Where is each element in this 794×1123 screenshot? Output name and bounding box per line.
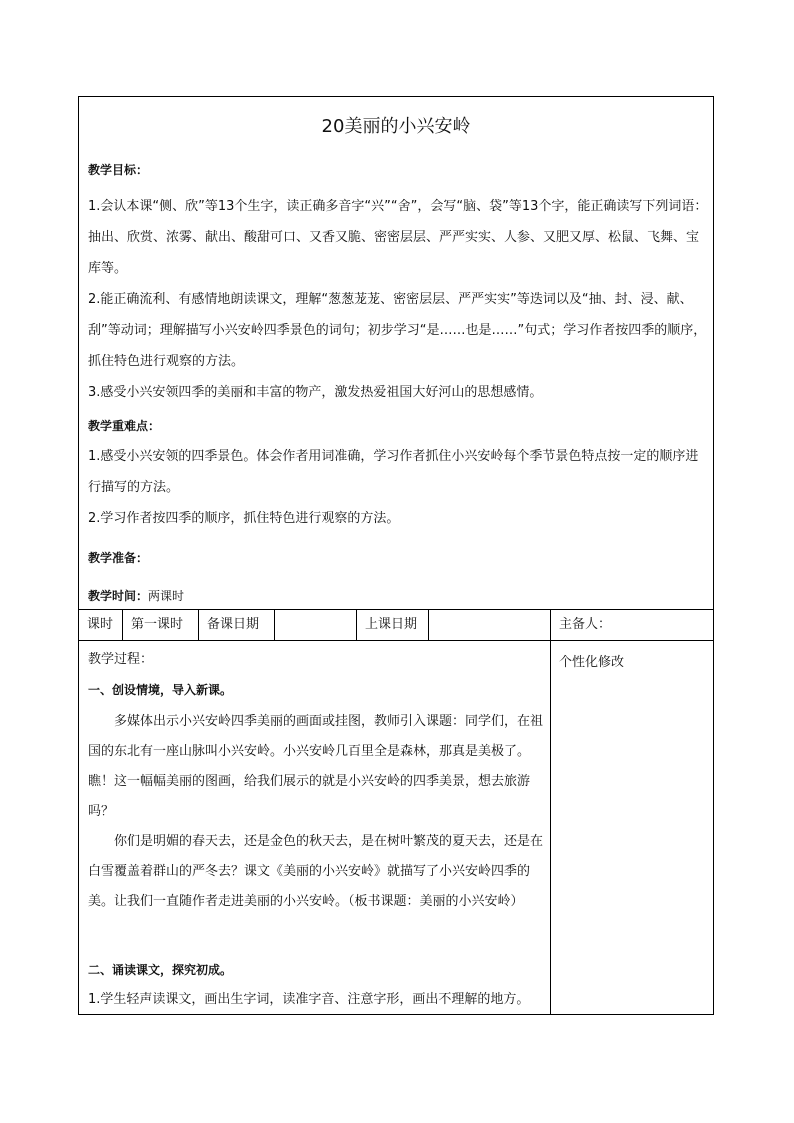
process-paragraph-1: 多媒体出示小兴安岭四季美丽的画面或挂图，教师引入课题：同学们，在祖国的东北有一座山脉叫小兴安岭。小兴安岭几百里全是森林，那真是美极了。瞧！这一幅幅美丽的图画，给我们展示的就是小兴安岭的四季美景，想去旅游吗？ bbox=[88, 714, 544, 819]
process-paragraph-3: 1.学生轻声读课文，画出生字词，读准字音、注意字形，画出不理解的地方。 bbox=[88, 992, 530, 1007]
lesson-label: 课时 bbox=[79, 610, 123, 640]
section-2-heading: 二、诵读课文，探究初成。 bbox=[88, 963, 233, 977]
goal-item-2: 2.能正确流利、有感情地朗读课文，理解“葱葱茏茏、密密层层、严严实实”等迭词以及“抽、封、浸、献、刮”等动词；理解描写小兴安岭四季景色的词句；初步学习“是……也是……”句式；学习作者按四季的顺序，抓住特色进行观察的方法。 bbox=[88, 292, 707, 369]
goal-item-3: 3.感受小兴安领四季的美丽和丰富的物产，激发热爱祖国大好河山的思想感情。 bbox=[88, 385, 543, 400]
keypoint-item-1: 1.感受小兴安领的四季景色。体会作者用词准确，学习作者抓住小兴安岭每个季节景色特点按一定的顺序进行描写的方法。 bbox=[88, 449, 699, 495]
keypoint-item-2: 2.学习作者按四季的顺序，抓住特色进行观察的方法。 bbox=[88, 511, 400, 526]
class-date-label: 上课日期 bbox=[357, 610, 429, 640]
lesson-info-row bbox=[78, 609, 714, 640]
lesson-value: 第一课时 bbox=[123, 610, 199, 640]
process-heading: 教学过程： bbox=[88, 652, 154, 667]
goals-heading: 教学目标： bbox=[88, 163, 149, 177]
prep-date-label: 备课日期 bbox=[199, 610, 275, 640]
prep-heading: 教学准备： bbox=[88, 551, 149, 565]
lesson-plan-header-section bbox=[78, 96, 714, 609]
lesson-plan-page bbox=[78, 96, 714, 1015]
goal-item-1: 1.会认本课“侧、欣”等13个生字，读正确多音字“兴”“舍”，会写“脑、袋”等13个字，能正确读写下列词语：抽出、欣赏、浓雾、献出、酸甜可口、又香又脆、密密层层、严严实实、人参、又肥又厚、松鼠、飞舞、宝库等。 bbox=[88, 199, 708, 276]
personal-revision-label: 个性化修改 bbox=[559, 655, 625, 670]
process-column bbox=[79, 641, 551, 1014]
time-line bbox=[88, 587, 184, 604]
process-paragraph-2: 你们是明媚的春天去，还是金色的秋天去，是在树叶繁茂的夏天去，还是在白雪覆盖着群山的严冬去？课文《美丽的小兴安岭》就描写了小兴安岭四季的美。让我们一直随作者走进美丽的小兴安岭。（板书课题：美丽的小兴安岭） bbox=[88, 834, 544, 909]
time-heading: 教学时间： bbox=[88, 589, 149, 603]
class-date-value bbox=[429, 610, 551, 640]
preparer-label: 主备人： bbox=[559, 617, 612, 632]
keypoints-heading: 教学重难点： bbox=[88, 419, 161, 433]
prep-date-value bbox=[275, 610, 357, 640]
section-1-heading: 一、创设情境，导入新课。 bbox=[88, 683, 233, 697]
time-value: 两课时 bbox=[148, 589, 185, 603]
teaching-process-section bbox=[78, 640, 714, 1015]
page-title: 20美丽的小兴安岭 bbox=[321, 116, 471, 137]
personal-revision-column bbox=[551, 641, 713, 1014]
